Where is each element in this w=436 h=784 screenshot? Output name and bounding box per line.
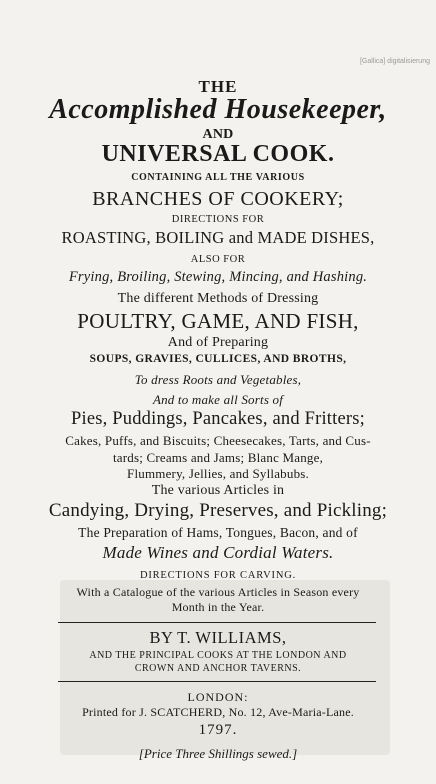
title-wines: Made Wines and Cordial Waters. [102, 543, 334, 562]
title-sorts: And to make all Sorts of [152, 392, 284, 407]
title-catalogue-1: With a Catalogue of the various Articles in Season every [76, 585, 360, 599]
title-roots: To dress Roots and Vegetables, [134, 372, 302, 387]
watermark-text: [Gallica] digitalisierung [359, 58, 430, 65]
title-catalogue-2: Month in the Year. [171, 600, 265, 614]
author-name: BY T. WILLIAMS, [149, 628, 287, 647]
title-soups: SOUPS, GRAVIES, CULLICES, AND BROTHS, [89, 353, 347, 365]
title-also-for: ALSO FOR [190, 254, 246, 265]
title-cakes-1: Cakes, Puffs, and Biscuits; Cheesecakes, Tarts, and Cus- [65, 433, 371, 448]
imprint-year: 1797. [198, 722, 238, 738]
imprint-price: [Price Three Shillings sewed.] [138, 746, 298, 761]
imprint-printer: Printed for J. SCATCHERD, No. 12, Ave-Maria-Lane. [82, 705, 354, 719]
title-pies: Pies, Puddings, Pancakes, and Fritters; [70, 409, 366, 429]
title-the: THE [198, 77, 238, 96]
title-roasting: ROASTING, BOILING and MADE DISHES, [61, 228, 375, 247]
title-poultry: POULTRY, GAME, AND FISH, [77, 309, 359, 333]
title-main: Accomplished Housekeeper, [49, 94, 387, 125]
author-cooks-1: AND THE PRINCIPAL COOKS AT THE LONDON AND [89, 650, 347, 661]
title-preparing: And of Preparing [167, 335, 269, 350]
author-cooks-2: CROWN AND ANCHOR TAVERNS. [134, 663, 302, 674]
title-branches: BRANCHES OF COOKERY; [92, 188, 344, 210]
title-cakes-3: Flummery, Jellies, and Syllabubs. [127, 466, 309, 481]
divider-rule-2 [58, 681, 376, 682]
title-articles: The various Articles in [151, 483, 285, 498]
divider-rule [58, 622, 376, 623]
title-cakes-2: tards; Creams and Jams; Blanc Mange, [112, 450, 324, 465]
title-directions: DIRECTIONS FOR [171, 214, 265, 225]
title-frying: Frying, Broiling, Stewing, Mincing, and Hashing. [68, 269, 368, 285]
title-universal-cook: UNIVERSAL COOK. [101, 141, 335, 167]
imprint-city: LONDON: [187, 690, 249, 704]
title-candying: Candying, Drying, Preserves, and Pickling; [48, 500, 388, 521]
title-containing: CONTAINING ALL THE VARIOUS [131, 172, 305, 183]
title-carving: DIRECTIONS FOR CARVING. [139, 570, 297, 581]
title-and: AND [202, 127, 234, 142]
title-methods: The different Methods of Dressing [117, 291, 319, 306]
title-hams: The Preparation of Hams, Tongues, Bacon, and of [78, 525, 358, 540]
